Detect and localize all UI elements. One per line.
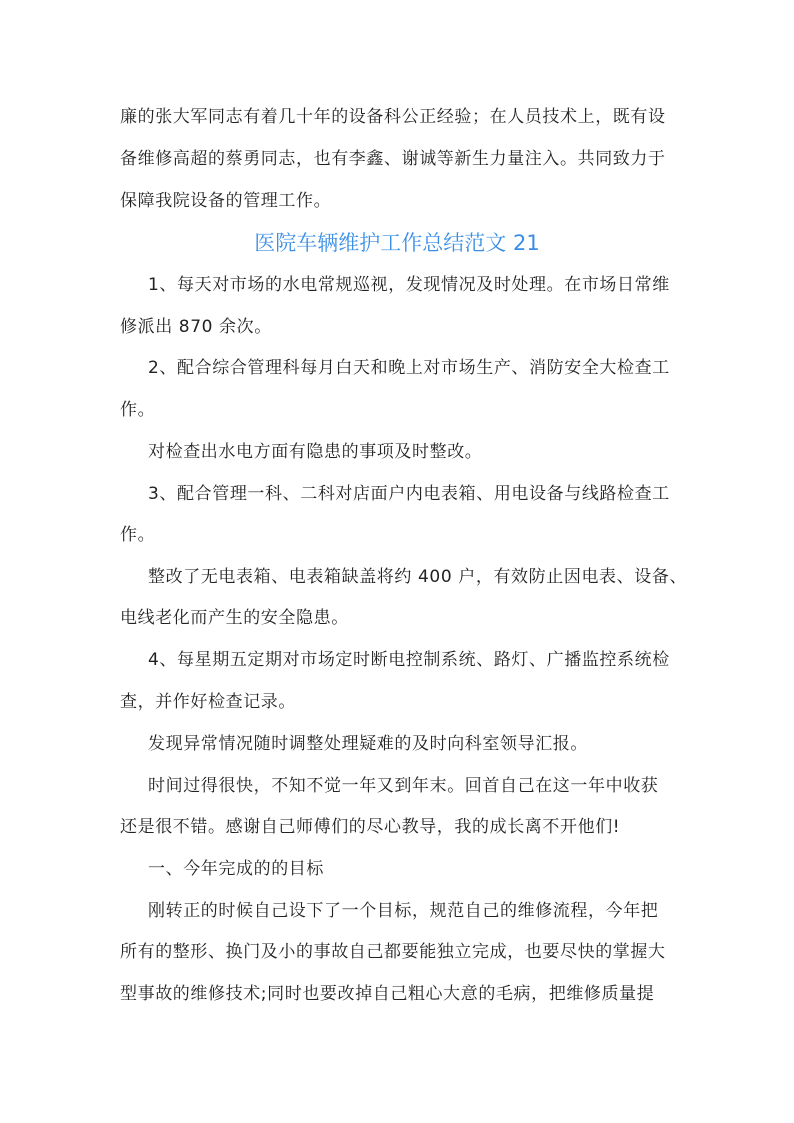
intro-line-3: 保障我院设备的管理工作。 [120,191,332,211]
paragraph-line: 查，并作好检查记录。 [120,692,296,712]
intro-line-2: 备维修高超的蔡勇同志，也有李鑫、谢诚等新生力量注入。共同致力于 [120,149,666,169]
paragraph-line: 1、每天对市场的水电常规巡视，发现情况及时处理。在市场日常维 [148,275,670,295]
paragraph-line: 型事故的维修技术;同时也要改掉自己粗心大意的毛病，把维修质量提 [120,984,655,1004]
paragraph-line: 还是很不错。感谢自己师傅们的尽心教导，我的成长离不开他们! [120,817,621,837]
paragraph-line: 时间过得很快，不知不觉一年又到年末。回首自己在这一年中收获 [148,776,659,796]
paragraph-line: 刚转正的时候自己设下了一个目标，规范自己的维修流程，今年把 [148,901,659,921]
paragraph-line: 作。 [120,525,156,545]
paragraph-line: 作。 [120,400,156,420]
paragraph-line: 一、今年完成的的目标 [148,859,324,879]
paragraph-line: 所有的整形、换门及小的事故自己都要能独立完成，也要尽快的掌握大 [120,942,666,962]
paragraph-line: 2、配合综合管理科每月白天和晚上对市场生产、消防安全大检查工 [148,358,670,378]
paragraph-line: 整改了无电表箱、电表箱缺盖将约 400 户，有效防止因电表、设备、 [148,567,688,587]
paragraph-line: 4、每星期五定期对市场定时断电控制系统、路灯、广播监控系统检 [148,650,670,670]
paragraph-line: 修派出 870 余次。 [120,317,272,337]
section-title: 医院车辆维护工作总结范文 21 [254,231,540,255]
paragraph-line: 3、配合管理一科、二科对店面户内电表箱、用电设备与线路检查工 [148,484,670,504]
paragraph-line: 发现异常情况随时调整处理疑难的及时向科室领导汇报。 [148,734,588,754]
paragraph-line: 对检查出水电方面有隐患的事项及时整改。 [148,442,483,462]
paragraph-line: 电线老化而产生的安全隐患。 [120,608,349,628]
intro-line-1: 廉的张大军同志有着几十年的设备科公正经验；在人员技术上，既有设 [120,107,666,127]
